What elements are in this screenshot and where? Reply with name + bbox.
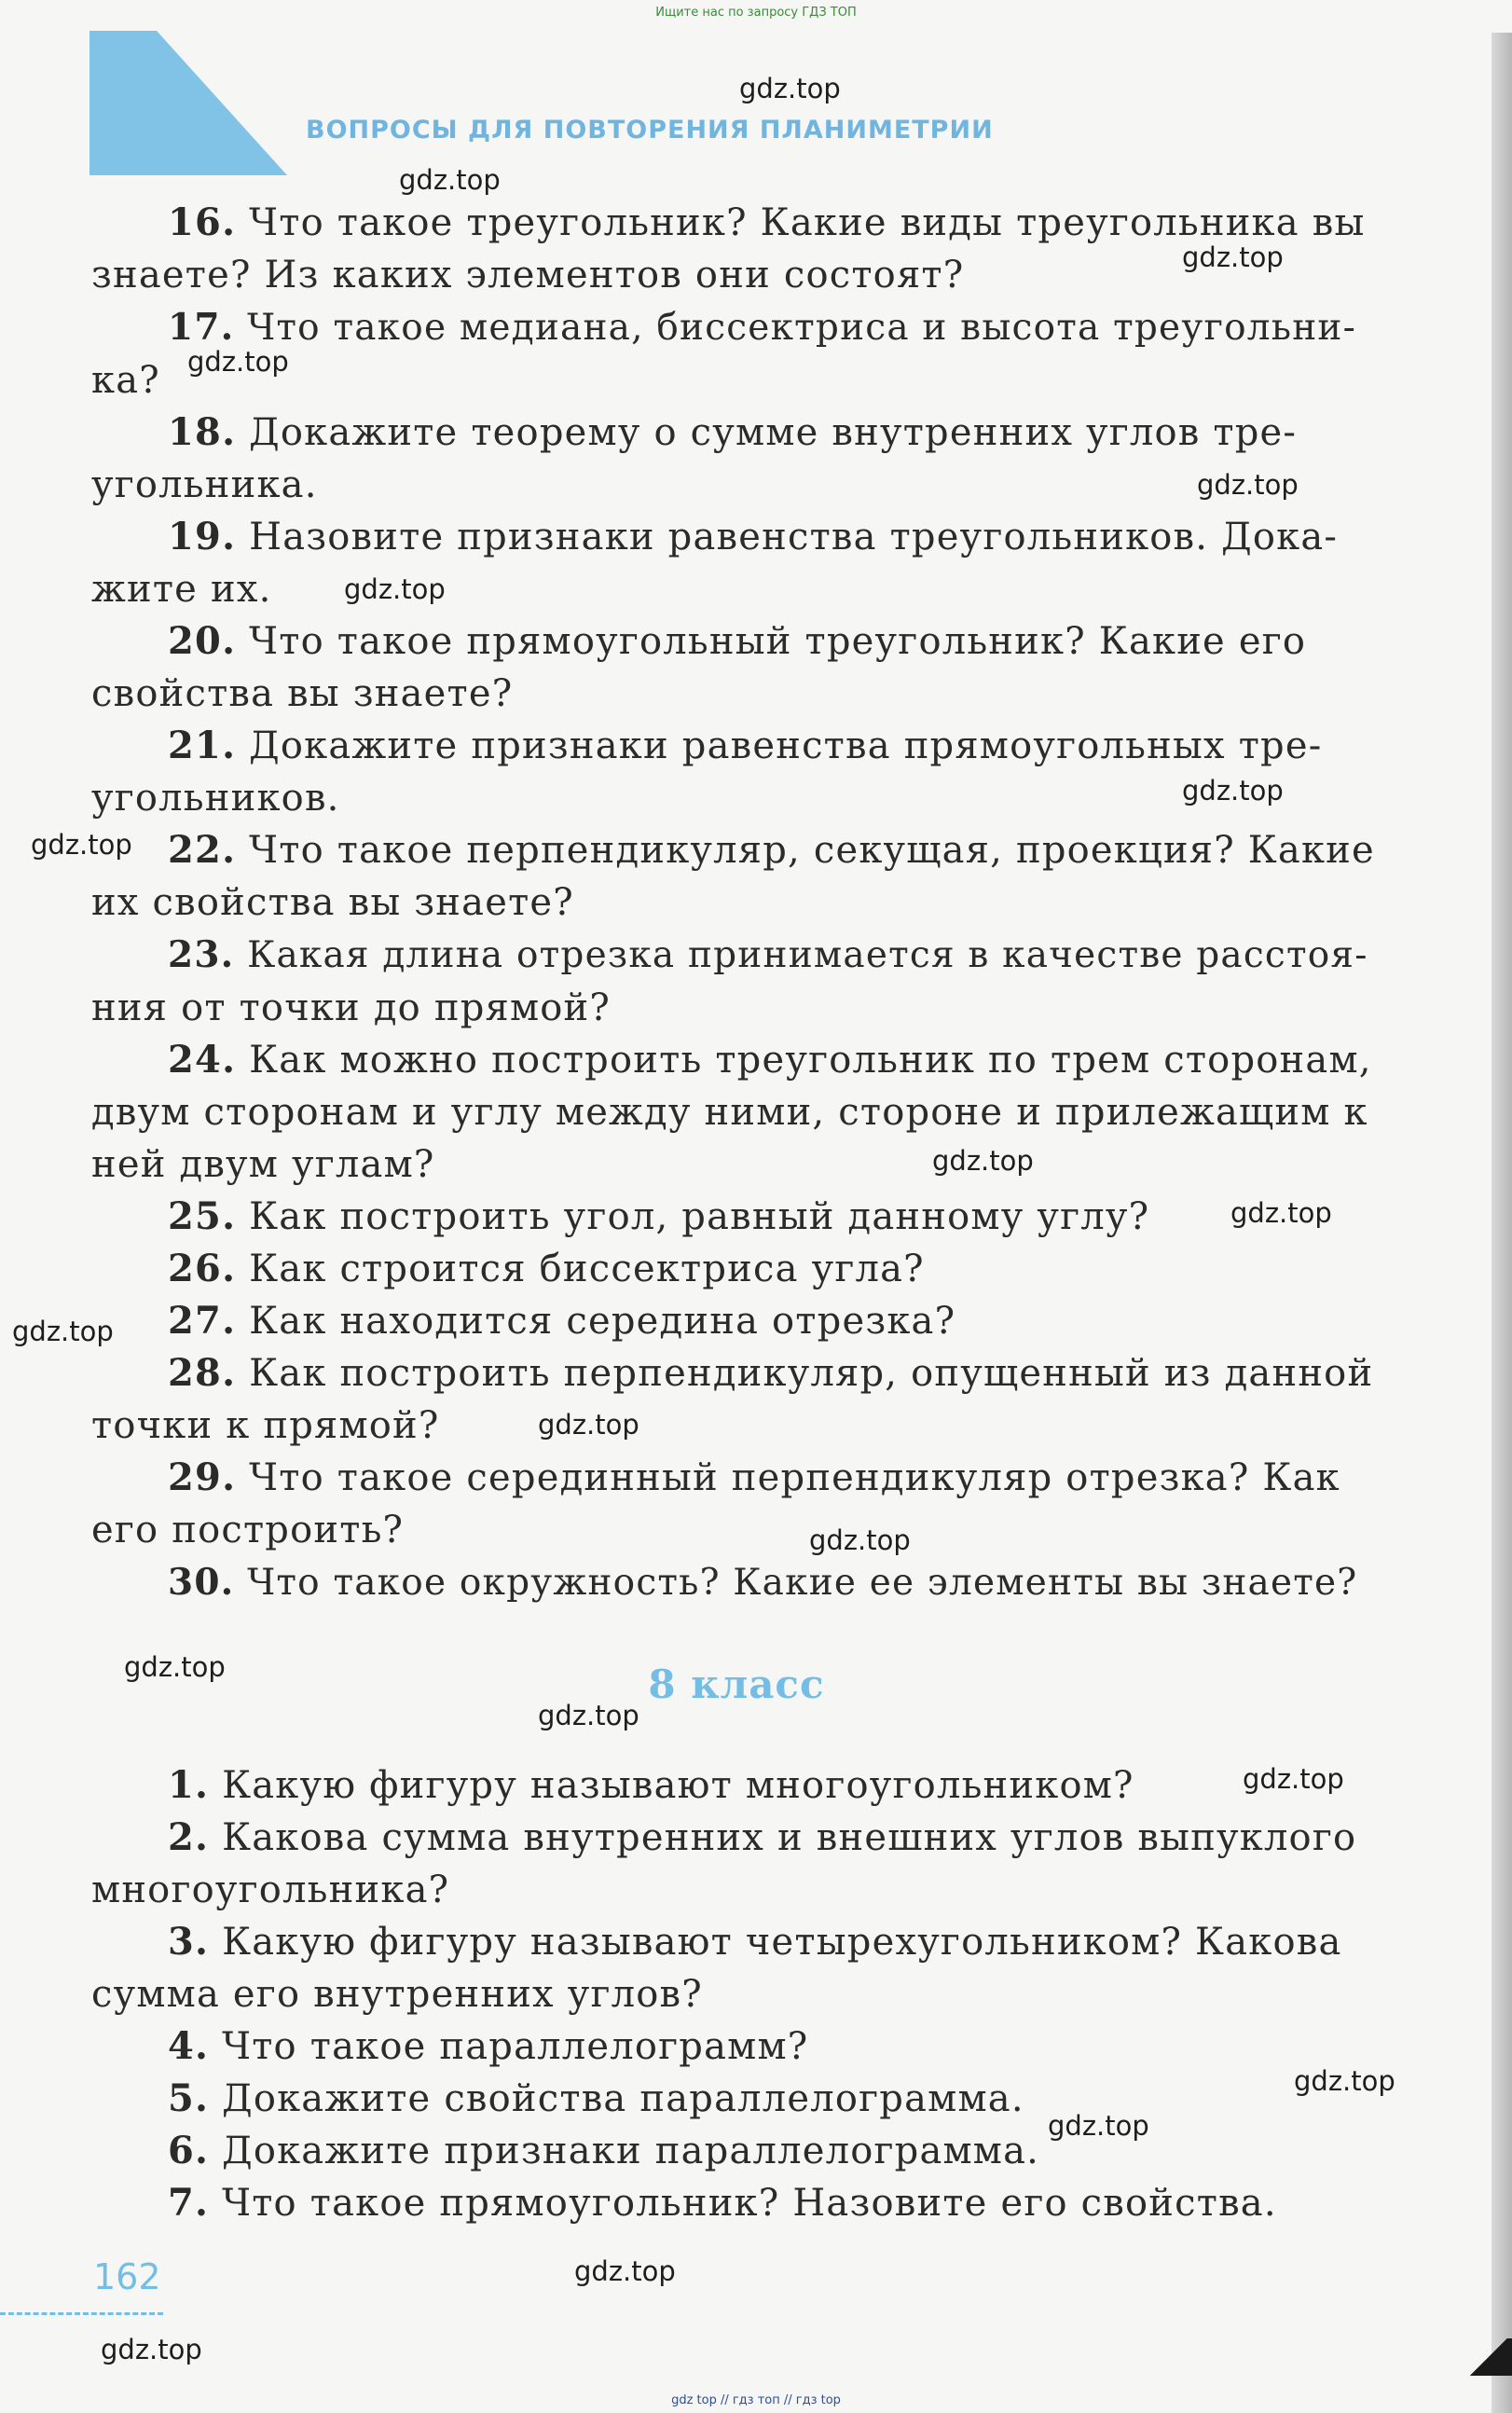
question-number: 20.	[168, 619, 237, 663]
question-line	[91, 720, 1376, 772]
question-number: 2.	[168, 1815, 210, 1859]
question-text: знаете? Из каких элементов они состоят?	[91, 254, 965, 296]
question-line	[91, 1916, 1376, 1968]
watermark: gdz.top	[809, 1524, 911, 1556]
question-text: Что такое прямоугольный треугольник? Какие его	[249, 620, 1307, 663]
question-text: угольников.	[91, 777, 340, 820]
question-text: ней двум углам?	[91, 1143, 435, 1186]
question-line	[91, 1504, 1376, 1556]
page-number: 162	[93, 2256, 161, 2297]
question-line	[91, 1243, 1376, 1295]
page-corner	[1465, 2338, 1512, 2376]
question-text: ка?	[91, 359, 160, 402]
question-number: 25.	[168, 1194, 237, 1238]
question-line	[91, 1452, 1376, 1504]
watermark: gdz.top	[399, 164, 501, 196]
watermark: gdz.top	[1243, 1763, 1344, 1795]
watermark: gdz.top	[12, 1316, 114, 1347]
section-title: 8 класс	[648, 1662, 825, 1707]
question-number: 7.	[168, 2181, 210, 2225]
question-line	[91, 1968, 1376, 2020]
question-text: Как находится середина отрезка?	[249, 1300, 956, 1343]
header-decoration	[89, 31, 287, 175]
question-text: Какова сумма внутренних и внешних углов выпуклого	[222, 1816, 1357, 1859]
question-number: 17.	[168, 306, 235, 349]
question-line	[91, 1864, 1376, 1916]
question-number: 28.	[168, 1351, 237, 1395]
page-number-dash	[0, 2312, 163, 2315]
question-line	[91, 459, 1376, 511]
question-text: Как можно построить треугольник по трем сторонам,	[249, 1039, 1372, 1082]
question-line	[91, 824, 1376, 876]
question-line	[91, 982, 1376, 1034]
question-text: Докажите признаки равенства прямоугольных тре-	[249, 724, 1323, 767]
question-number: 24.	[168, 1038, 237, 1082]
question-number: 22.	[168, 828, 237, 872]
watermark: gdz.top	[932, 1145, 1034, 1177]
question-text: угольника.	[91, 463, 318, 506]
question-number: 27.	[168, 1299, 237, 1343]
question-number: 5.	[168, 2076, 210, 2120]
watermark: gdz.top	[187, 346, 289, 378]
watermark: gdz.top	[31, 829, 132, 861]
page-edge	[1491, 33, 1512, 2413]
question-text: Что такое прямоугольник? Назовите его свойства.	[222, 2182, 1277, 2225]
watermark: gdz.top	[344, 573, 446, 605]
watermark: gdz.top	[1197, 469, 1299, 501]
question-text: многоугольника?	[91, 1868, 450, 1911]
question-text: жите их.	[91, 568, 272, 611]
question-number: 6.	[168, 2129, 210, 2172]
question-line	[91, 1086, 1376, 1138]
question-line	[91, 1138, 1376, 1191]
question-line	[91, 1759, 1376, 1812]
question-text: Как построить угол, равный данному углу?	[249, 1195, 1150, 1238]
question-text: Что такое медиана, биссектриса и высота треугольни-	[247, 307, 1356, 349]
question-number: 4.	[168, 2024, 210, 2068]
question-text: Что такое треугольник? Какие виды треугольника вы	[249, 201, 1366, 244]
question-line	[91, 1295, 1376, 1347]
watermark: gdz.top	[1182, 775, 1284, 807]
question-line	[91, 407, 1376, 459]
question-line	[91, 1400, 1376, 1452]
question-line	[91, 668, 1376, 720]
question-line	[91, 1034, 1376, 1086]
question-number: 26.	[168, 1247, 237, 1290]
watermark: gdz.top	[1048, 2110, 1149, 2142]
question-line	[91, 1191, 1376, 1243]
watermark: gdz.top	[574, 2255, 676, 2287]
question-text: Что такое серединный перпендикуляр отрезка? Как	[249, 1456, 1340, 1499]
question-number: 29.	[168, 1455, 237, 1499]
question-number: 23.	[168, 933, 235, 976]
watermark: gdz.top	[1230, 1197, 1332, 1229]
question-line	[91, 929, 1376, 982]
question-number: 16.	[168, 200, 237, 244]
question-line	[91, 2177, 1376, 2229]
header-title: ВОПРОСЫ ДЛЯ ПОВТОРЕНИЯ ПЛАНИМЕТРИИ	[306, 116, 994, 145]
watermark: gdz.top	[1182, 241, 1284, 273]
top-note: Ищите нас по запросу ГДЗ ТОП	[655, 6, 857, 20]
question-text: свойства вы знаете?	[91, 672, 514, 715]
question-text: Докажите теорему о сумме внутренних углов тре-	[249, 411, 1298, 454]
question-number: 30.	[168, 1561, 235, 1604]
question-text: точки к прямой?	[91, 1404, 440, 1447]
question-text: Что такое параллелограмм?	[222, 2025, 809, 2068]
question-text: Докажите свойства параллелограмма.	[222, 2077, 1024, 2120]
question-text: Что такое окружность? Какие ее элементы вы знаете?	[247, 1562, 1358, 1604]
footer-note: gdz top // гдз топ // гдз top	[671, 2393, 841, 2407]
questions-block-grade8	[91, 1759, 1376, 2229]
watermark: gdz.top	[1294, 2065, 1395, 2097]
watermark: gdz.top	[124, 1651, 226, 1683]
question-line	[91, 2125, 1376, 2177]
question-text: двум сторонам и углу между ними, стороне и прилежащим к	[91, 1091, 1368, 1134]
question-line	[91, 1347, 1376, 1400]
questions-block-grade7	[91, 197, 1376, 1609]
question-line	[91, 1556, 1376, 1609]
question-text: Какую фигуру называют многоугольником?	[222, 1764, 1134, 1807]
question-text: Докажите признаки параллелограмма.	[222, 2130, 1040, 2172]
question-line	[91, 563, 1376, 615]
question-text: Какую фигуру называют четырехугольником? Какова	[222, 1921, 1342, 1964]
question-line	[91, 2073, 1376, 2125]
question-text: Как построить перпендикуляр, опущенный из данной	[249, 1352, 1374, 1395]
question-text: ния от точки до прямой?	[91, 986, 612, 1029]
question-text: Как строится биссектриса угла?	[249, 1248, 925, 1290]
question-line	[91, 511, 1376, 563]
question-number: 1.	[168, 1763, 210, 1807]
question-text: его построить?	[91, 1509, 405, 1551]
watermark: gdz.top	[538, 1409, 639, 1441]
question-line	[91, 615, 1376, 668]
question-text: сумма его внутренних углов?	[91, 1973, 703, 2016]
watermark: gdz.top	[538, 1700, 639, 1731]
question-text: Что такое перпендикуляр, секущая, проекция? Какие	[249, 829, 1375, 872]
question-line	[91, 876, 1376, 929]
question-text: их свойства вы знаете?	[91, 881, 574, 924]
question-line	[91, 1812, 1376, 1864]
question-number: 3.	[168, 1920, 210, 1964]
question-number: 19.	[168, 515, 237, 558]
watermark: gdz.top	[739, 73, 841, 104]
watermark: gdz.top	[101, 2334, 202, 2365]
question-text: Назовите признаки равенства треугольников. Дока-	[249, 516, 1339, 558]
question-number: 18.	[168, 410, 237, 454]
question-number: 21.	[168, 724, 237, 767]
question-line	[91, 2020, 1376, 2073]
question-text: Какая длина отрезка принимается в качестве расстоя-	[247, 934, 1368, 976]
